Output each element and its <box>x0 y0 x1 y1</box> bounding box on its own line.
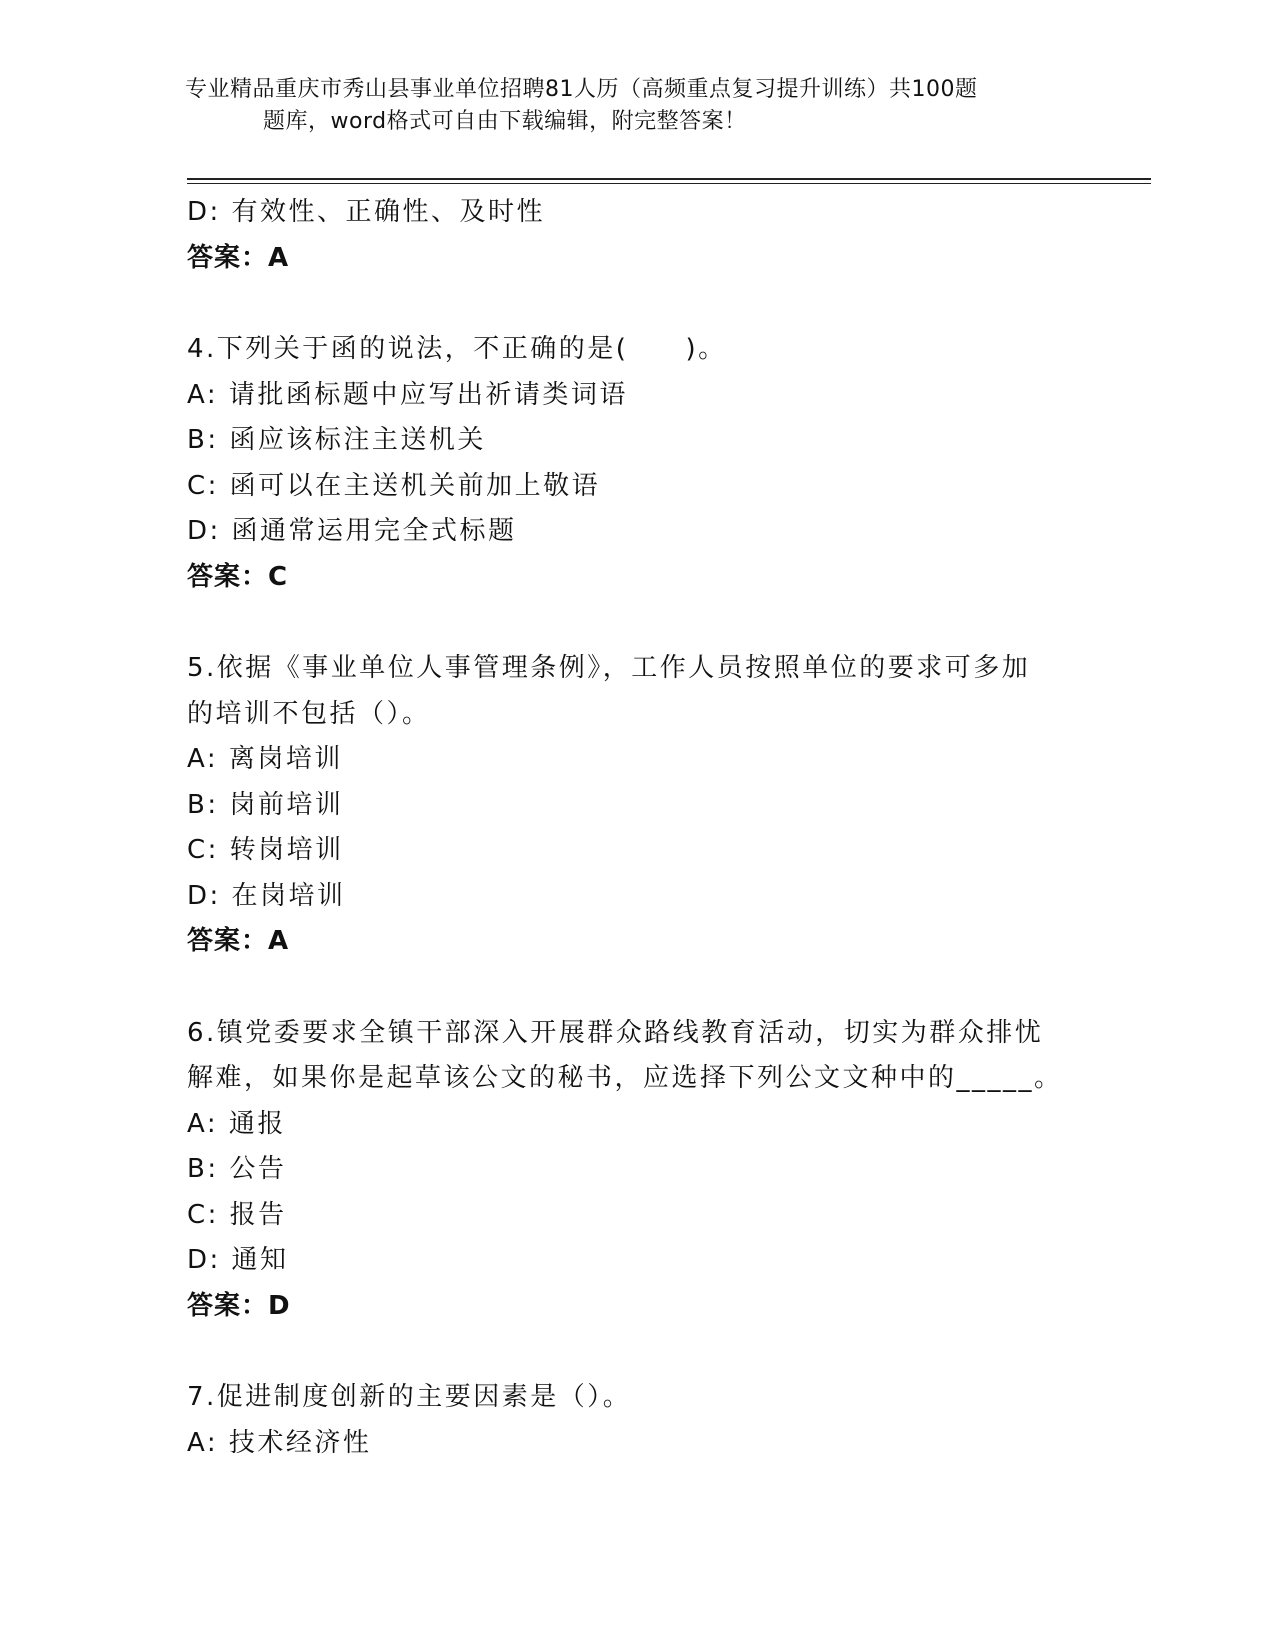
header-title-line2: 题库，word格式可自由下载编辑，附完整答案！ <box>263 109 747 134</box>
option-c: C: 报告 <box>187 1199 287 1230</box>
option-b: B: 函应该标注主送机关 <box>187 425 486 455</box>
question-6 <box>187 1011 1077 1330</box>
option-b: B: 公告 <box>187 1154 287 1184</box>
question-stem: 4.下列关于函的说法，不正确的是( )。 <box>187 334 727 364</box>
option-a: A: 技术经济性 <box>187 1427 372 1458</box>
question-stem-line2: 解难，如果你是起草该公文的秘书，应选择下列公文文种中的_____。 <box>187 1063 1063 1093</box>
question-7 <box>187 1375 1077 1466</box>
page-header <box>185 74 1085 138</box>
answer: 答案：A <box>187 926 290 956</box>
header-rule-thick <box>187 178 1151 180</box>
option-b: B: 岗前培训 <box>187 789 344 820</box>
question-stem-line2: 的培训不包括（）。 <box>187 698 431 729</box>
option-a: A: 离岗培训 <box>187 744 343 774</box>
option-c: C: 函可以在主送机关前加上敬语 <box>187 470 601 501</box>
spacer <box>187 281 1077 327</box>
spacer <box>187 600 1077 646</box>
option-d: D: 有效性、正确性、及时性 <box>187 197 546 227</box>
question-4 <box>187 327 1077 600</box>
option-d: D: 在岗培训 <box>187 880 346 911</box>
question-stem-line1: 6.镇党委要求全镇干部深入开展群众路线教育活动，切实为群众排忧 <box>187 1017 1044 1048</box>
option-d: D: 函通常运用完全式标题 <box>187 516 517 546</box>
question-list <box>187 190 1077 1466</box>
question-stem: 7.促进制度创新的主要因素是（）。 <box>187 1382 632 1412</box>
header-title-line1: 专业精品重庆市秀山县事业单位招聘81人历（高频重点复习提升训练）共100题 <box>185 77 978 102</box>
question-stem-line1: 5.依据《事业单位人事管理条例》，工作人员按照单位的要求可多加 <box>187 653 1031 683</box>
spacer <box>187 965 1077 1011</box>
question-5 <box>187 646 1077 965</box>
spacer <box>187 1329 1077 1375</box>
answer: 答案：A <box>187 242 290 273</box>
option-c: C: 转岗培训 <box>187 835 344 865</box>
option-a: A: 请批函标题中应写出祈请类词语 <box>187 379 628 410</box>
option-d: D: 通知 <box>187 1245 289 1275</box>
option-a: A: 通报 <box>187 1108 286 1139</box>
answer: 答案：C <box>187 561 289 592</box>
header-rule-thin <box>187 183 1151 184</box>
answer: 答案：D <box>187 1290 291 1321</box>
question-3 <box>187 190 1077 281</box>
